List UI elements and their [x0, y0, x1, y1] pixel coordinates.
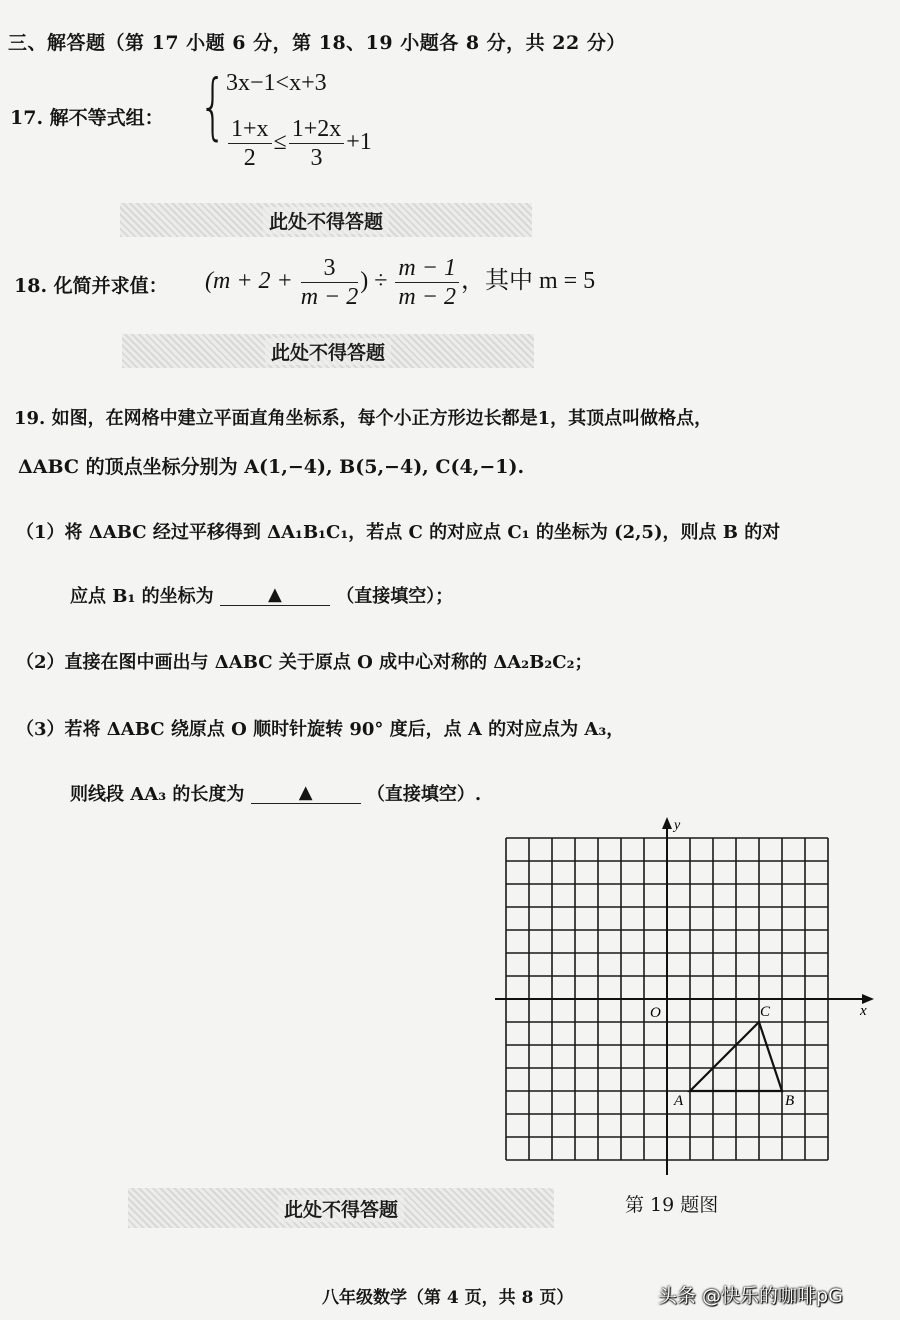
q19-part3-note: （直接填空）. — [366, 784, 482, 805]
q18-expression — [205, 254, 595, 311]
q17-frac1-den: 2 — [243, 145, 256, 171]
q18-frac1-num: 3 — [301, 254, 359, 283]
figure-caption: 第 19 题图 — [625, 1194, 719, 1216]
q19-part1-prompt: 应点 B₁ 的坐标为 — [70, 586, 214, 607]
coordinate-grid-figure[interactable] — [490, 815, 890, 1185]
page-footer: 八年级数学（第 4 页，共 8 页） — [322, 1288, 574, 1308]
q17-tail: +1 — [346, 129, 372, 156]
q17-frac1-num: 1+x — [228, 115, 272, 144]
q19-part1-line2 — [70, 582, 453, 608]
q17-frac2-den: 3 — [310, 145, 323, 171]
origin-label: O — [650, 1005, 661, 1021]
triangle-marker-icon: ▲ — [298, 782, 313, 803]
q18-label: 18. 化简并求值： — [14, 275, 168, 297]
q17-frac2-num: 1+2x — [289, 115, 345, 144]
watermark: 头条 @快乐的咖啡pG — [658, 1285, 843, 1307]
no-answer-zone-3 — [128, 1188, 554, 1228]
q19-part3-line1: （3）若将 ΔABC 绕原点 O 顺时针旋转 90° 度后，点 A 的对应点为 A₃， — [16, 719, 625, 740]
answer-blank-2[interactable] — [251, 782, 361, 804]
q19-part1-note: （直接填空）； — [336, 586, 454, 607]
y-axis-label: y — [674, 818, 681, 833]
no-answer-label: 此处不得答题 — [263, 207, 389, 234]
no-answer-zone-1 — [120, 203, 532, 237]
q19-part1-line1: （1）将 ΔABC 经过平移得到 ΔA₁B₁C₁，若点 C 的对应点 C₁ 的坐标为 (2,5)，则点 B 的对 — [16, 522, 781, 543]
q19-part3-prompt: 则线段 AA₃ 的长度为 — [70, 784, 245, 805]
q19-part3-line2 — [70, 780, 481, 806]
q17-inequality-1: 3x−1<x+3 — [226, 70, 327, 96]
no-answer-label: 此处不得答题 — [278, 1195, 404, 1222]
q17-op: ≤ — [273, 129, 287, 156]
no-answer-zone-2 — [122, 334, 534, 368]
q19-stem-line2: ΔABC 的顶点坐标分别为 A(1,−4), B(5,−4), C(4,−1). — [18, 456, 525, 478]
q17-label: 17. 解不等式组： — [10, 107, 164, 129]
section-title: 三、解答题（第 17 小题 6 分，第 18、19 小题各 8 分，共 22 分） — [8, 32, 626, 54]
triangle-marker-icon: ▲ — [268, 584, 282, 605]
q18-expr-open: (m + 2 + — [205, 268, 293, 295]
answer-blank-1[interactable] — [220, 584, 330, 606]
q19-stem-line1: 19. 如图，在网格中建立平面直角坐标系，每个小正方形边长都是1，其顶点叫做格点， — [14, 408, 713, 429]
q18-condition: ，其中 m = 5 — [460, 268, 596, 295]
q18-frac1-den: m − 2 — [300, 284, 359, 310]
y-axis-arrow-icon — [662, 817, 672, 829]
no-answer-label: 此处不得答题 — [265, 338, 391, 365]
q18-frac2-den: m − 2 — [398, 284, 456, 310]
q18-frac2-num: m − 1 — [395, 254, 459, 283]
point-a-label: A — [674, 1093, 684, 1109]
point-c-label: C — [760, 1004, 771, 1020]
q19-part2: （2）直接在图中画出与 ΔABC 关于原点 O 成中心对称的 ΔA₂B₂C₂； — [16, 652, 593, 673]
q17-inequality-2 — [226, 115, 372, 172]
q18-expr-close: ) ÷ — [360, 268, 388, 295]
point-b-label: B — [785, 1093, 795, 1109]
left-brace: { — [199, 64, 227, 148]
x-axis-label: x — [860, 1003, 867, 1019]
